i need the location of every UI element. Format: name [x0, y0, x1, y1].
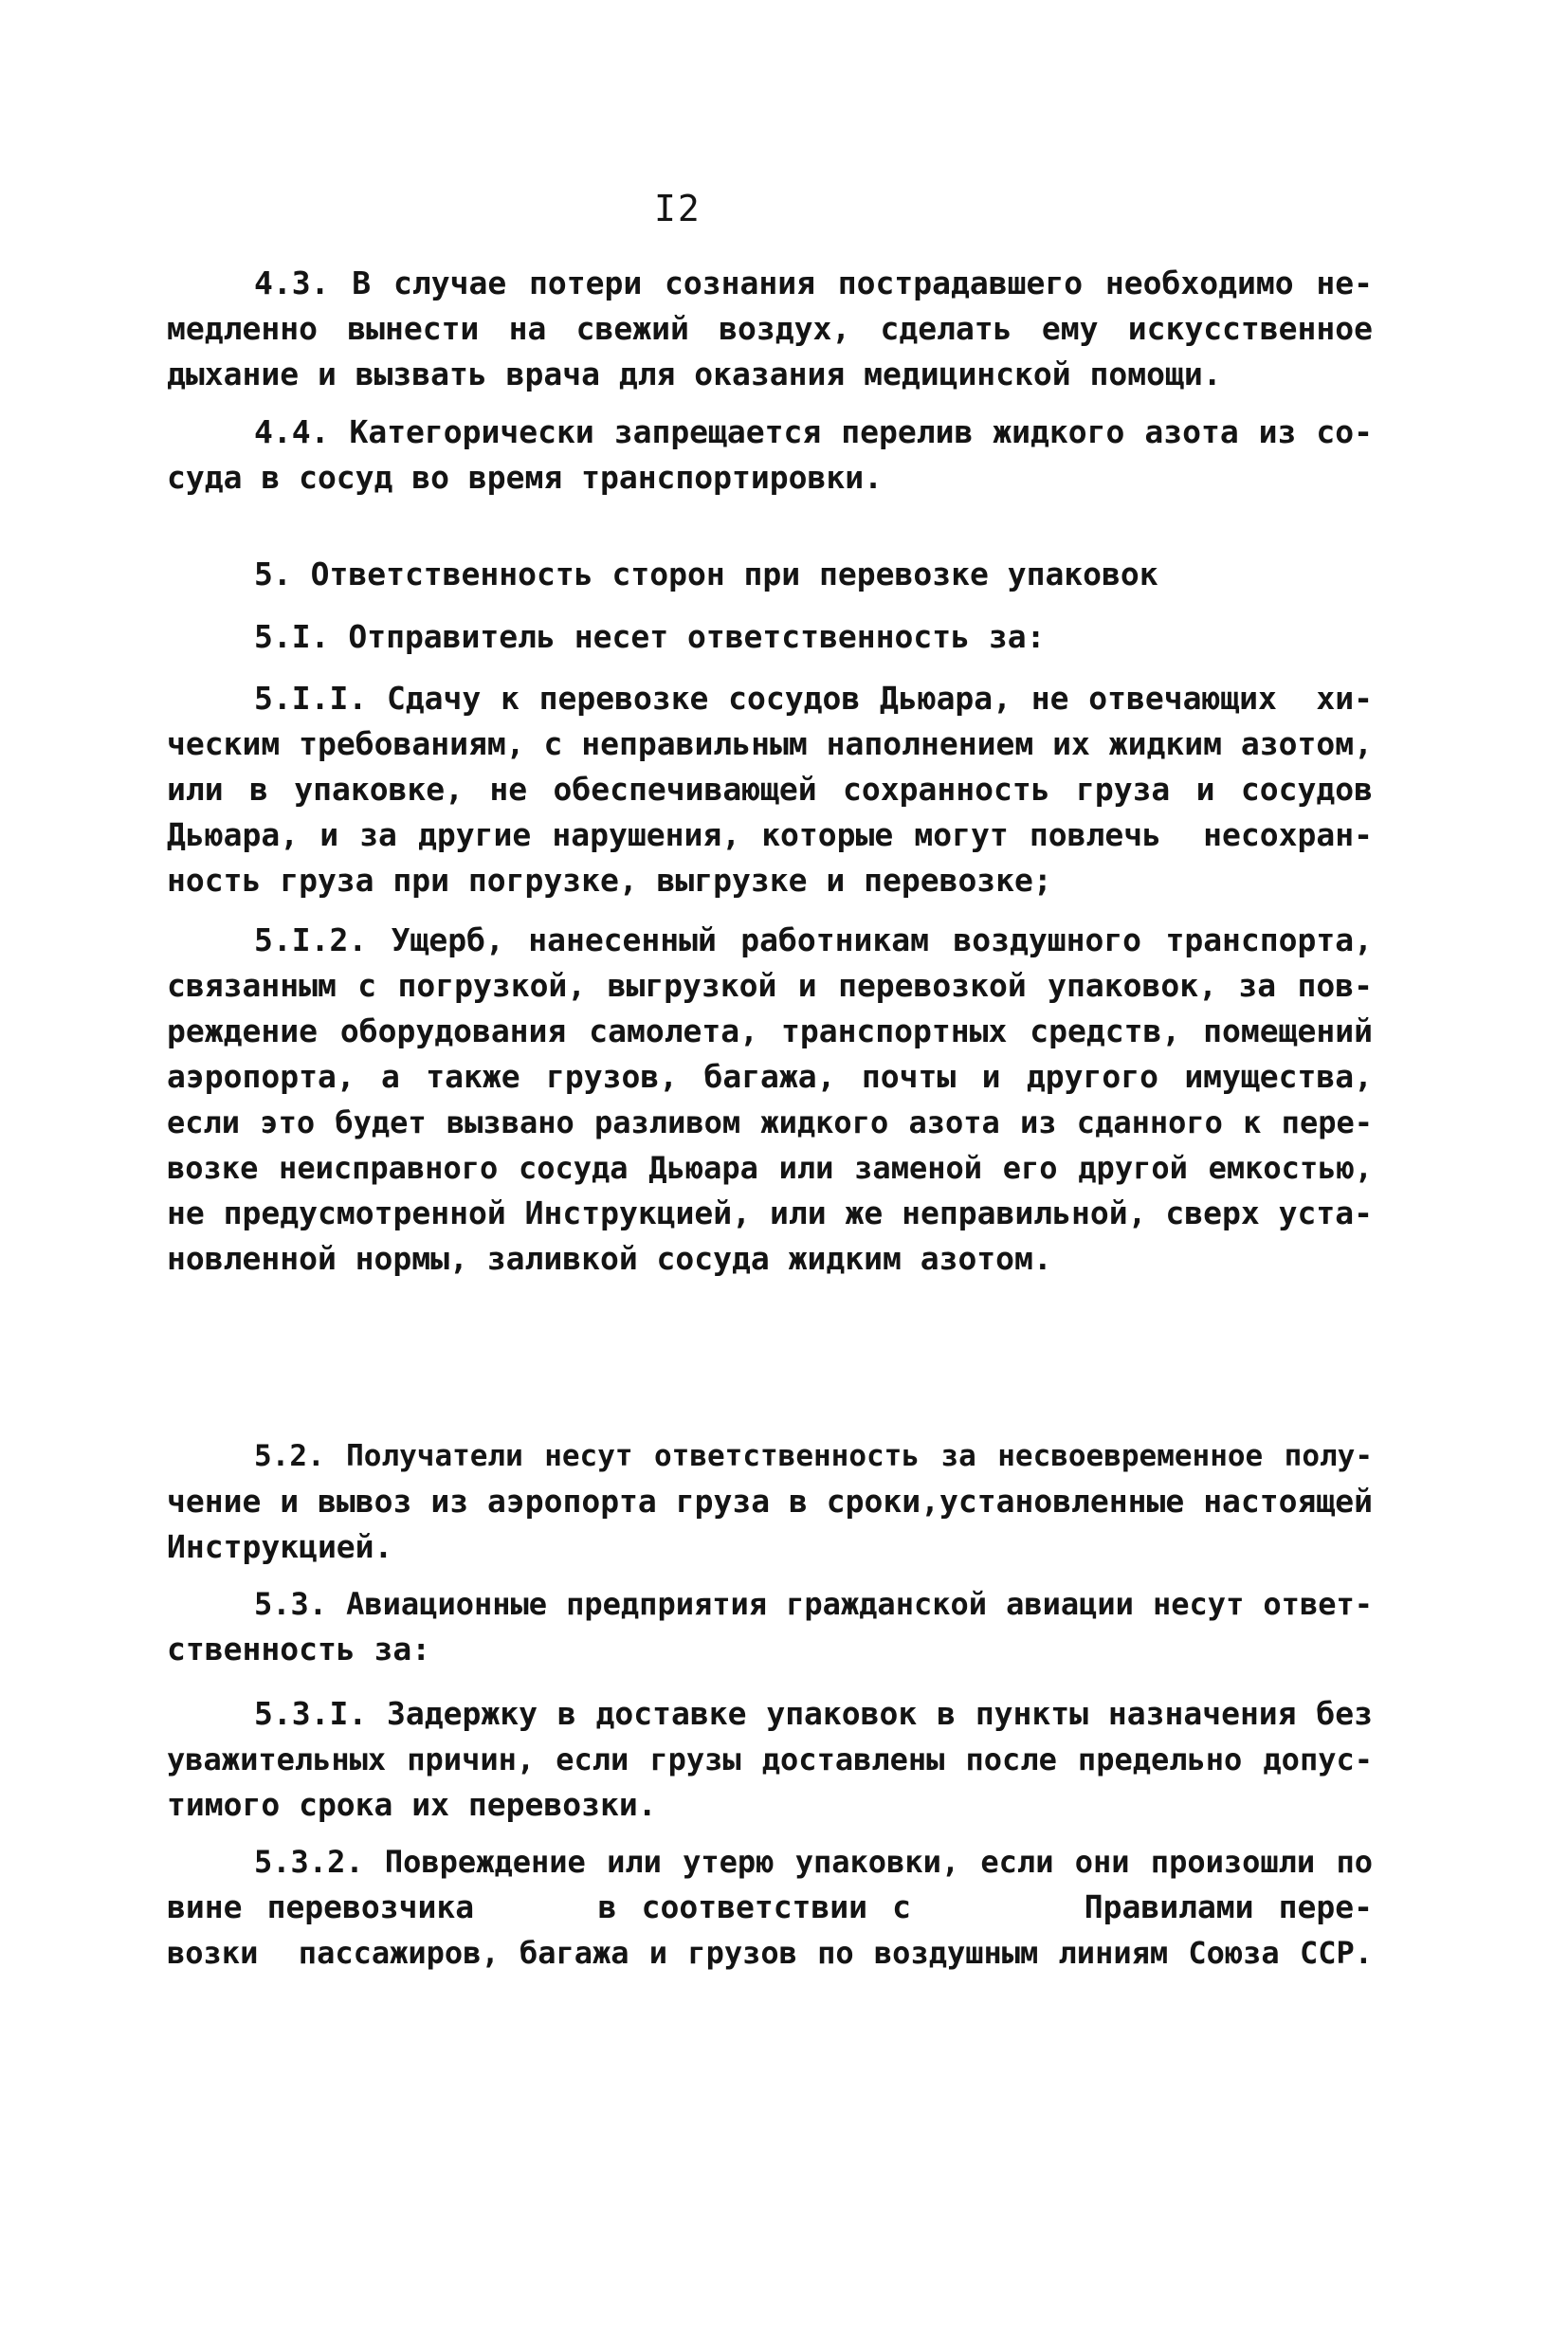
- text-line: тимого срока их перевозки.: [167, 1786, 657, 1823]
- text-line: возке неисправного сосуда Дьюара или заменой его другой емкостью,: [167, 1150, 1373, 1186]
- text-line: новленной нормы, заливкой сосуда жидким азотом.: [167, 1240, 1052, 1277]
- text-line: 5.I.2. Ущерб, нанесенный работникам воздушного транспорта,: [254, 921, 1373, 958]
- paragraph-5-2: [167, 1433, 1373, 1570]
- text-line: медленно вынести на свежий воздух, сделать ему искусственное: [167, 310, 1373, 347]
- text-line: 5.I.I. Сдачу к перевозке сосудов Дьюара, не отвечающих хи-: [254, 680, 1373, 717]
- paragraph-4-4: [167, 410, 1373, 501]
- text-line: суда в сосуд во время транспортировки.: [167, 459, 883, 496]
- text-line: дыхание и вызвать врача для оказания медицинской помощи.: [167, 355, 1222, 392]
- text-line: или в упаковке, не обеспечивающей сохранность груза и сосудов: [167, 771, 1373, 808]
- text-line: Инструкцией.: [167, 1528, 393, 1565]
- text-line: 4.4. Категорически запрещается перелив жидкого азота из со-: [254, 413, 1373, 450]
- text-line: 5.2. Получатели несут ответственность за несвоевременное полу-: [254, 1439, 1373, 1473]
- text-line: связанным с погрузкой, выгрузкой и перевозкой упаковок, за пов-: [167, 967, 1373, 1004]
- paragraph-5-3-2: [167, 1839, 1373, 1976]
- text-line: вине перевозчика в соответствии с Правилами пере-: [167, 1888, 1373, 1925]
- text-line: не предусмотренной Инструкцией, или же неправильной, сверх уста-: [167, 1194, 1373, 1231]
- text-line: ность груза при погрузке, выгрузке и перевозке;: [167, 862, 1052, 899]
- paragraph-5-1: [167, 614, 1373, 660]
- text-line: возки пассажиров, багажа и грузов по воздушным линиям Союза ССР.: [167, 1935, 1373, 1971]
- text-line: чение и вывоз из аэропорта груза в сроки,установленные настоящей: [167, 1483, 1373, 1520]
- page-number: I2: [654, 188, 702, 229]
- section-title: 5. Ответственность сторон при перевозке упаковок: [254, 556, 1158, 592]
- text-line: уважительных причин, если грузы доставлены после предельно допус-: [167, 1741, 1373, 1777]
- text-line: аэропорта, а также грузов, багажа, почты и другого имущества,: [167, 1058, 1373, 1095]
- text-line: ческим требованиям, с неправильным наполнением их жидким азотом,: [167, 725, 1373, 762]
- text-line: реждение оборудования самолета, транспортных средств, помещений: [167, 1012, 1373, 1049]
- paragraph-4-3: [167, 261, 1373, 397]
- text-line: если это будет вызвано разливом жидкого азота из сданного к пере-: [167, 1104, 1373, 1140]
- text-line: 5.3.2. Повреждение или утерю упаковки, если они произошли по: [254, 1844, 1373, 1880]
- text-line: ственность за:: [167, 1631, 431, 1668]
- paragraph-5-1-1: [167, 676, 1373, 903]
- text-line: 5.3.I. Задержку в доставке упаковок в пункты назначения без: [254, 1695, 1373, 1732]
- paragraph-5-3-1: [167, 1691, 1373, 1828]
- text-line: 5.3. Авиационные предприятия гражданской авиации несут ответ-: [254, 1586, 1373, 1622]
- text-line: 5.I. Отправитель несет ответственность за:: [254, 618, 1046, 655]
- paragraph-5-3: [167, 1581, 1373, 1672]
- text-line: 4.3. В случае потери сознания пострадавшего необходимо не-: [254, 264, 1373, 301]
- text-line: Дьюара, и за другие нарушения, которые могут повлечь несохран-: [167, 816, 1373, 853]
- paragraph-5-1-2: [167, 918, 1373, 1282]
- section-5-heading: [167, 552, 1373, 597]
